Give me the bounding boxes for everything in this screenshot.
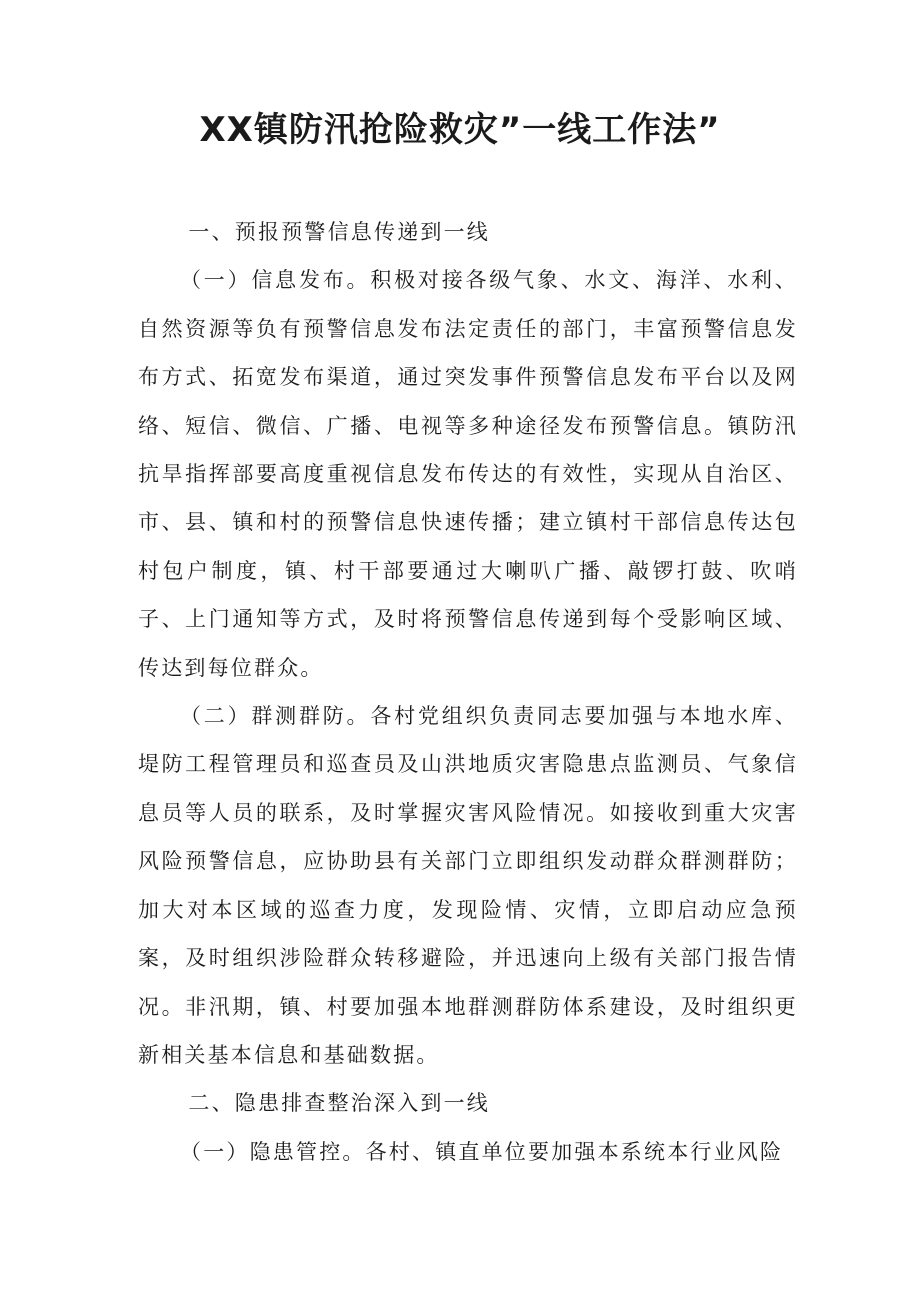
document-title: XX镇防汛抢险救灾”一线工作法”: [199, 110, 721, 150]
section-heading: 二、隐患排查整治深入到一线: [188, 1091, 490, 1116]
paragraph: （二）群测群防。各村党组织负责同志要加强与本地水库、堤防工程管理员和巡查员及山洪地质灾害隐患点监测员、气象信息员等人员的联系，及时掌握灾害风险情况。如接收到重大灾害风险预警信息，应协助县有关部门立即组织发动群众群测群防；加大对本区域的巡查力度，发现险情、灾情，立即启动应急预案，及时组织涉险群众转移避险，并迅速向上级有关部门报告情况。非汛期，镇、村要加强本地群测群防体系建设，及时组织更新相关基本信息和基础数据。: [138, 704, 798, 1067]
section-heading: 一、预报预警信息传递到一线: [188, 220, 490, 244]
paragraph: （一）隐患管控。各村、镇直单位要加强本系统本行业风险: [180, 1139, 784, 1164]
document-body: [138, 208, 798, 1176]
paragraph: （一）信息发布。积极对接各级气象、水文、海洋、水利、自然资源等负有预警信息发布法定责任的部门，丰富预警信息发布方式、拓宽发布渠道，通过突发事件预警信息发布平台以及网络、短信、微信、广播、电视等多种途径发布预警信息。镇防汛抗旱指挥部要高度重视信息发布传达的有效性，实现从自治区、市、县、镇和村的预警信息快速传播；建立镇村干部信息传达包村包户制度，镇、村干部要通过大喇叭广播、敲锣打鼓、吹哨子、上门通知等方式，及时将预警信息传递到每个受影响区域、传达到每位群众。: [138, 268, 798, 680]
